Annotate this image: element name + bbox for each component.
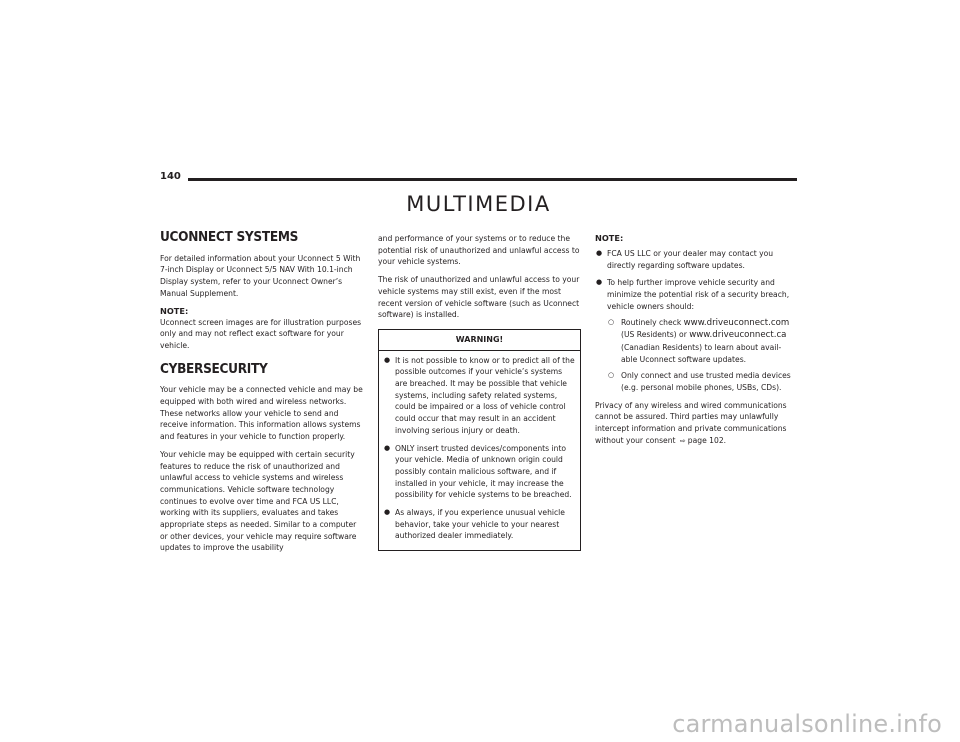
note-label: NOTE:	[160, 305, 189, 316]
column-right	[595, 233, 797, 454]
continued-paragraph: and performance of your systems or to reduce the potential risk of unauthorized and unlawful access to your vehicle systems.	[378, 234, 580, 267]
note-item	[595, 277, 797, 393]
warning-body	[379, 351, 580, 551]
warning-title: WARNING!	[379, 330, 580, 351]
privacy-paragraph	[595, 400, 797, 448]
note-text: Uconnect screen images are for illustration purposes only and may not reflect exact software for your vehicle.	[160, 317, 362, 350]
sub-item	[607, 370, 797, 393]
warning-item	[383, 355, 576, 437]
note-item-text: To help further improve vehicle security and minimize the potential risk of a security breach, vehicle owners should:	[607, 278, 790, 311]
chapter-title: MULTIMEDIA	[406, 192, 551, 216]
cyber-paragraph-2: Your vehicle may be equipped with certain security features to reduce the risk of unauthorized and unlawful access to vehicle systems and wireless communications. Vehicle software technology continues to evolve over time and FCA US LLC, working with its suppliers, evaluates and takes appropriate steps as needed. Similar to a computer or other devices, your vehicle may require software updates to improve the usability	[160, 449, 357, 553]
bullet-dot-icon: ●	[384, 443, 391, 452]
sub-text-post: (Canadian Residents) to learn about avail-able Uconnect software updates.	[621, 342, 782, 364]
us-website-link[interactable]: www.driveuconnect.com	[683, 317, 790, 328]
watermark: carmanualsonline.info	[672, 710, 942, 738]
warning-item-text: As always, if you experience unusual vehicle behavior, take your vehicle to your nearest authorized dealer immediately.	[395, 508, 565, 541]
warning-item	[383, 507, 576, 542]
sub-list	[607, 317, 797, 394]
bullet-dot-icon: ●	[384, 355, 391, 364]
note-list	[595, 248, 797, 394]
warning-list	[383, 355, 576, 543]
ring-bullet-icon: ○	[608, 317, 615, 326]
warning-item-text: It is not possible to know or to predict all of the possible outcomes if your vehicle’s systems are breached. It may be possible that vehicle systems, including safety related systems, could be impaired or a loss of vehicle control could occur that may result in an accident involving serious injury or death.	[395, 355, 575, 435]
header-rule	[188, 178, 797, 181]
sub-text-mid: (US Residents) or	[621, 330, 690, 340]
note-label: NOTE:	[595, 233, 624, 243]
warning-item	[383, 443, 576, 502]
ring-bullet-icon: ○	[608, 371, 615, 380]
sub-item-text: Only connect and use trusted media devices (e.g. personal mobile phones, USBs, CDs).	[621, 371, 791, 393]
column-left	[160, 229, 366, 560]
risk-paragraph: The risk of unauthorized and unlawful access to your vehicle systems may still exist, even if the most recent version of vehicle software (such as Uconnect software) is installed.	[378, 275, 580, 320]
warning-box	[378, 329, 581, 551]
bullet-dot-icon: ●	[596, 278, 603, 287]
ca-website-link[interactable]: www.driveuconnect.ca	[689, 330, 787, 341]
section-heading-cybersecurity: CYBERSECURITY	[160, 360, 268, 377]
privacy-text: Privacy of any wireless and wired communications cannot be assured. Third parties may unlawfully intercept information and private communications without your consent	[595, 400, 787, 445]
sub-text-pre: Routinely check	[621, 317, 684, 327]
page-reference-link[interactable]: page 102.	[687, 435, 727, 445]
bullet-dot-icon: ●	[384, 508, 391, 517]
arrow-ref-icon: ⇨	[679, 436, 686, 445]
cyber-paragraph-1: Your vehicle may be a connected vehicle and may be equipped with both wired and wireless networks. These networks allow your vehicle to send and receive information. This information allows systems and features in your vehicle to function properly.	[160, 385, 363, 442]
bullet-dot-icon: ●	[596, 249, 603, 257]
warning-item-text: ONLY insert trusted devices/components into your vehicle. Media of unknown origin could possibly contain malicious software, and if installed in your vehicle, it may increase the possibility for vehicle systems to be breached.	[395, 443, 572, 500]
note-item	[595, 248, 797, 271]
column-middle	[378, 233, 581, 551]
sub-item	[607, 317, 797, 366]
section-heading-uconnect: UCONNECT SYSTEMS	[160, 229, 299, 245]
uconnect-paragraph: For detailed information about your Uconnect 5 With 7-inch Display or Uconnect 5/5 NAV With 10.1-inch Display system, refer to your Uconnect Owner’s Manual Supplement.	[160, 253, 361, 298]
note-item-text: FCA US LLC or your dealer may contact you directly regarding software updates.	[607, 249, 774, 270]
page-number: 140	[160, 171, 181, 182]
